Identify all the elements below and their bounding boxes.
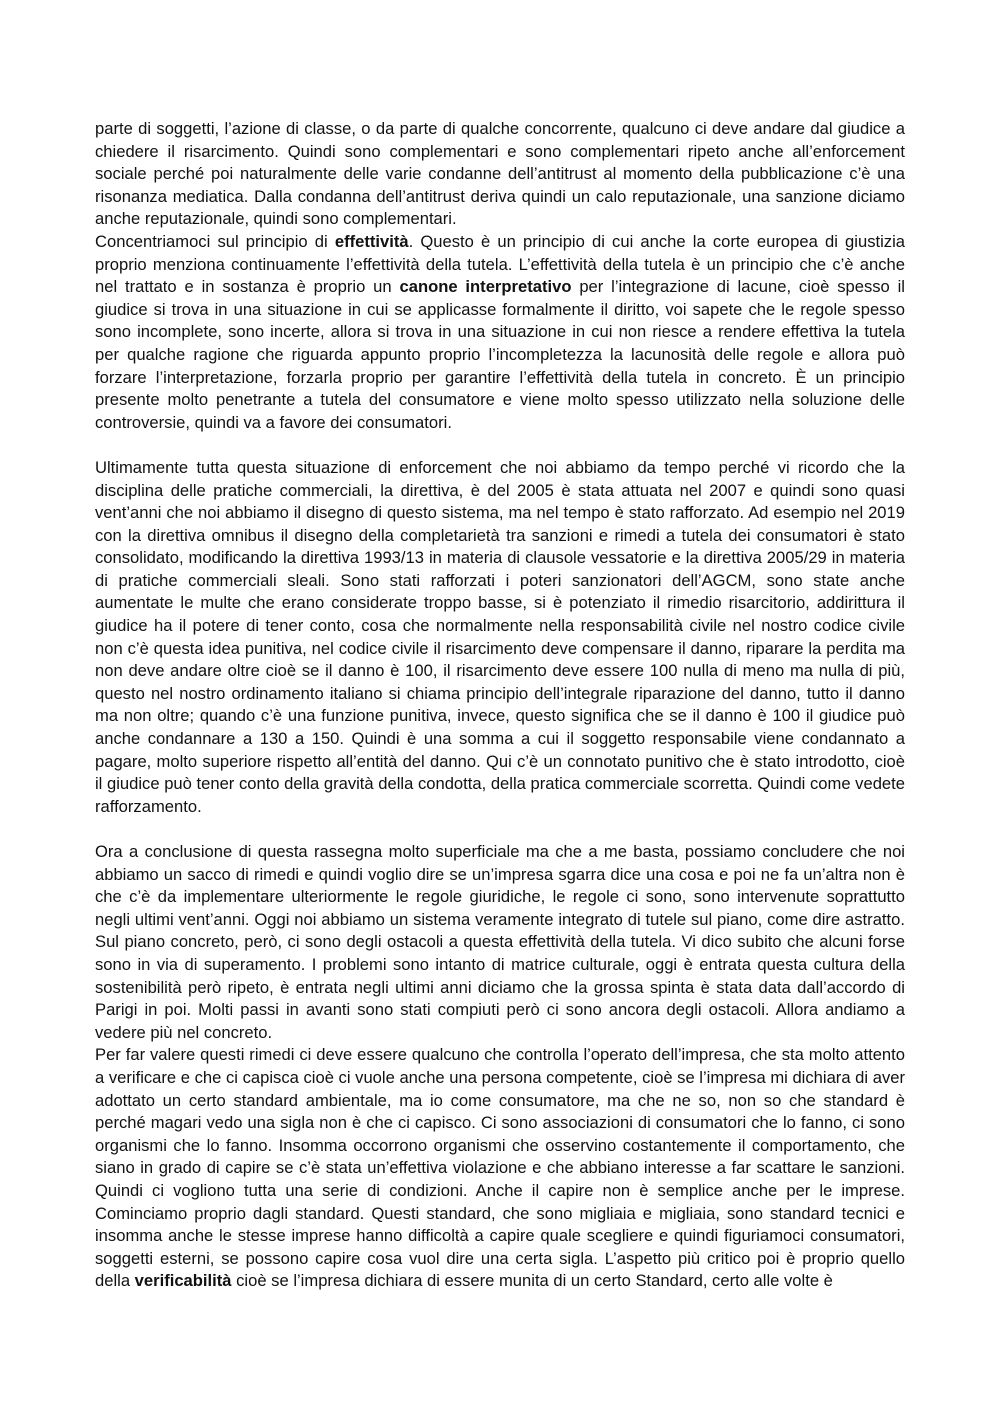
paragraph-spacer — [95, 818, 905, 841]
paragraph-effectiveness-principle — [95, 231, 905, 434]
paragraph-text: Concentriamoci sul principio di — [95, 231, 335, 251]
paragraph-spacer — [95, 434, 905, 457]
paragraph-complementarity — [95, 118, 905, 231]
paragraph-enforcement-reinforcement — [95, 457, 905, 819]
bold-term-effettivita: effettività — [334, 231, 409, 251]
document-body — [95, 118, 905, 1293]
paragraph-text: Per far valere questi rimedi ci deve essere qualcuno che controlla l’operato dell’impresa, che sta molto attento a verificare e che ci capisca cioè ci vuole anche una persona competente, cioè se l’impresa mi dichiara di aver adottato un certo standard ambientale, ma io come consumatore, ma che ne so, non so che standard è perché magari vedo una sigla non è che ci capisco. Ci sono associazioni di consumatori che lo fanno, ci sono organismi che lo fanno. Insomma occorrono organismi che osservino costantemente il comportamento, che siano in grado di capire se c’è stata un’effettiva violazione e che abbiano interesse a far scattare le sanzioni. Quindi ci vogliono tutta una serie di condizioni. Anche il capire non è semplice anche per le imprese. Cominciamo proprio dagli standard. Questi standard, che sono migliaia e migliaia, sono standard tecnici e insomma anche le stesse imprese hanno difficoltà a capire quale scegliere e quindi figuriamoci consumatori, soggetti esterni, se possono capire cosa vuol dire una certa sigla. L’aspetto più critico poi è proprio quello della — [95, 1045, 905, 1291]
bold-term-canone-interpretativo: canone interpretativo — [399, 277, 572, 297]
paragraph-text: per l’integrazione di lacune, cioè spesso il giudice si trova in una situazione in cui se applicasse formalmente il diritto, voi sapete che le regole spesso sono incomplete, sono incerte, allora si trova in una situazione in cui non riesce a rendere effettiva la tutela per qualche ragione che riguarda appunto proprio l’incompletezza la lacunosità delle regole e allora può forzare l’interpretazione, forzarla proprio per garantire l’effettività della tutela in concreto. È un principio presente molto penetrante a tutela del consumatore e viene molto spesso utilizzato nella soluzione delle controversie, quindi va a favore dei consumatori. — [95, 277, 905, 432]
paragraph-text: Ultimamente tutta questa situazione di enforcement che noi abbiamo da tempo perché vi ricordo che la disciplina delle pratiche commerciali, la direttiva, è del 2005 è stata attuata nel 2007 e quindi sono quasi vent’anni che noi abbiamo il disegno di questo sistema, ma nel tempo è stato rafforzato. Ad esempio nel 2019 con la direttiva omnibus il disegno della completarietà tra sanzioni e rimedi a tutela dei consumatori è stato consolidato, modificando la direttiva 1993/13 in materia di clausole vessatorie e la direttiva 2005/29 in materia di pratiche commerciali sleali. Sono stati rafforzati i poteri sanzionatori dell’AGCM, sono state anche aumentate le multe che erano considerate troppo basse, si è potenziato il rimedio risarcitorio, addirittura il giudice ha il potere di tener conto, cosa che normalmente nella responsabilità civile nel nostro codice civile non c’è questa idea punitiva, nel codice civile il risarcimento deve compensare il danno, riparare la perdita ma non deve andare oltre cioè se il danno è 100, il risarcimento deve essere 100 nulla di meno ma nulla di più, questo nel nostro ordinamento italiano si chiama principio dell’integrale riparazione del danno, tutto il danno ma non oltre; quando c’è una funzione punitiva, invece, questo significa che se il danno è 100 il giudice può anche condannare a 130 a 150. Quindi è una somma a cui il soggetto responsabile viene condannato a pagare, molto superiore rispetto all’entità del danno. Qui c’è un connotato punitivo che è stato introdotto, cioè il giudice può tener conto della gravità della condotta, della pratica commerciale scorretta. Quindi come vedete rafforzamento. — [95, 457, 905, 816]
paragraph-text: . Questo è un principio di cui anche la corte europea di giustizia proprio menziona continuamente l’effettività della tutela. L’effettività della tutela è un principio che c’è anche nel trattato e in sostanza è proprio un — [95, 231, 905, 297]
paragraph-verification-standards — [95, 1044, 905, 1293]
paragraph-conclusion-remedies — [95, 841, 905, 1044]
paragraph-text: Ora a conclusione di questa rassegna molto superficiale ma che a me basta, possiamo concludere che noi abbiamo un sacco di rimedi e quindi voglio dire se un’impresa sgarra dice una cosa e poi ne fa un’altra non è che c’è da implementare ulteriormente le regole giuridiche, le regole ci sono, sono intervenute soprattutto negli ultimi vent’anni. Oggi noi abbiamo un sistema veramente integrato di tutele sul piano, come dire astratto. Sul piano concreto, però, ci sono degli ostacoli a questa effettività della tutela. Vi dico subito che alcuni forse sono in via di superamento. I problemi sono intanto di matrice culturale, oggi è entrata questa cultura della sostenibilità però ripeto, è entrata negli ultimi anni diciamo che la grossa spinta è stata data dall’accordo di Parigi in poi. Molti passi in avanti sono stati compiuti però ci sono ancora degli ostacoli. Allora andiamo a vedere più nel concreto. — [95, 842, 905, 1042]
paragraph-text: parte di soggetti, l’azione di classe, o da parte di qualche concorrente, qualcuno ci deve andare dal giudice a chiedere il risarcimento. Quindi sono complementari e sono complementari ripeto anche all’enforcement sociale perché poi naturalmente delle varie condanne dell’antitrust al momento della pubblicazione c’è una risonanza mediatica. Dalla condanna dell’antitrust deriva quindi un calo reputazionale, una sanzione diciamo anche reputazionale, quindi sono complementari. — [95, 119, 905, 229]
bold-term-verificabilita: verificabilità — [134, 1271, 232, 1291]
paragraph-text: cioè se l’impresa dichiara di essere munita di un certo Standard, certo alle volte è — [231, 1271, 833, 1291]
